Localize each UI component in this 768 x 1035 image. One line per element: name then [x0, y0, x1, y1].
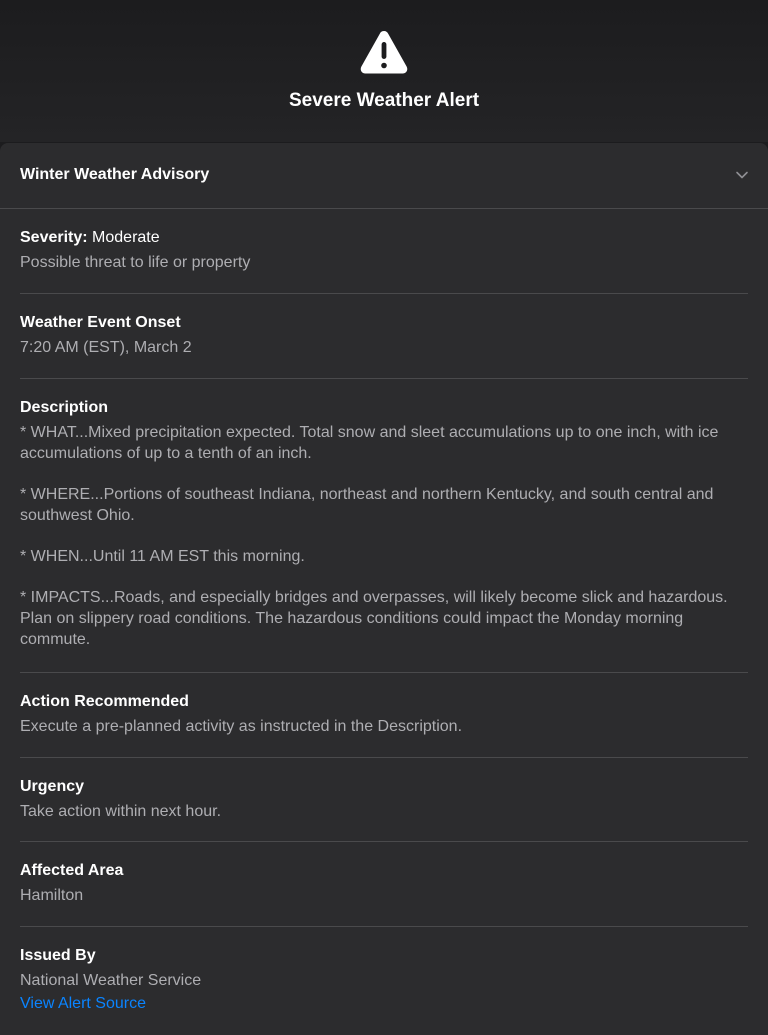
severity-section	[20, 228, 748, 273]
description-paragraph: * WHAT...Mixed precipitation expected. Total snow and sleet accumulations up to one inch, with ice accumulations of up to a tenth of an inch.	[20, 424, 719, 462]
divider	[20, 841, 748, 842]
divider	[20, 672, 748, 673]
urgency-label: Urgency	[20, 778, 85, 795]
divider	[20, 378, 748, 379]
divider	[20, 293, 748, 294]
severity-detail: Possible threat to life or property	[20, 254, 251, 271]
description-label: Description	[20, 399, 109, 416]
warning-triangle-icon	[359, 28, 409, 76]
area-value: Hamilton	[20, 887, 84, 904]
onset-value: 7:20 AM (EST), March 2	[20, 339, 192, 356]
description-body	[20, 422, 748, 650]
onset-label: Weather Event Onset	[20, 314, 181, 331]
description-section	[20, 398, 748, 650]
severity-label: Severity:	[20, 229, 88, 246]
issued-value: National Weather Service	[20, 972, 202, 989]
issued-label: Issued By	[20, 947, 96, 964]
action-label: Action Recommended	[20, 693, 189, 710]
urgency-section	[20, 777, 748, 822]
page-title: Severe Weather Alert	[288, 90, 480, 111]
severity-row	[20, 228, 748, 248]
view-alert-source-link[interactable]: View Alert Source	[20, 995, 146, 1012]
description-paragraph: * WHEN...Until 11 AM EST this morning.	[20, 548, 305, 565]
description-paragraph: * WHERE...Portions of southeast Indiana, northeast and northern Kentucky, and south central and southwest Ohio.	[20, 486, 714, 524]
action-value: Execute a pre-planned activity as instructed in the Description.	[20, 718, 463, 735]
area-section	[20, 861, 748, 906]
urgency-value: Take action within next hour.	[20, 803, 222, 820]
alert-card	[0, 143, 768, 1035]
area-label: Affected Area	[20, 862, 124, 879]
alert-header	[0, 0, 768, 142]
onset-section	[20, 313, 748, 358]
divider	[20, 926, 748, 927]
divider	[20, 757, 748, 758]
alert-summary-toggle[interactable]	[0, 143, 768, 209]
description-paragraph: * IMPACTS...Roads, and especially bridges and overpasses, will likely become slick and hazardous. Plan on slippery road conditions. The hazardous conditions could impact the Monday morning commute.	[20, 589, 728, 648]
action-section	[20, 692, 748, 737]
alert-title: Winter Weather Advisory	[20, 166, 210, 183]
chevron-down-icon[interactable]	[735, 168, 749, 182]
severity-value: Moderate	[92, 229, 160, 246]
issued-section	[20, 946, 748, 1014]
